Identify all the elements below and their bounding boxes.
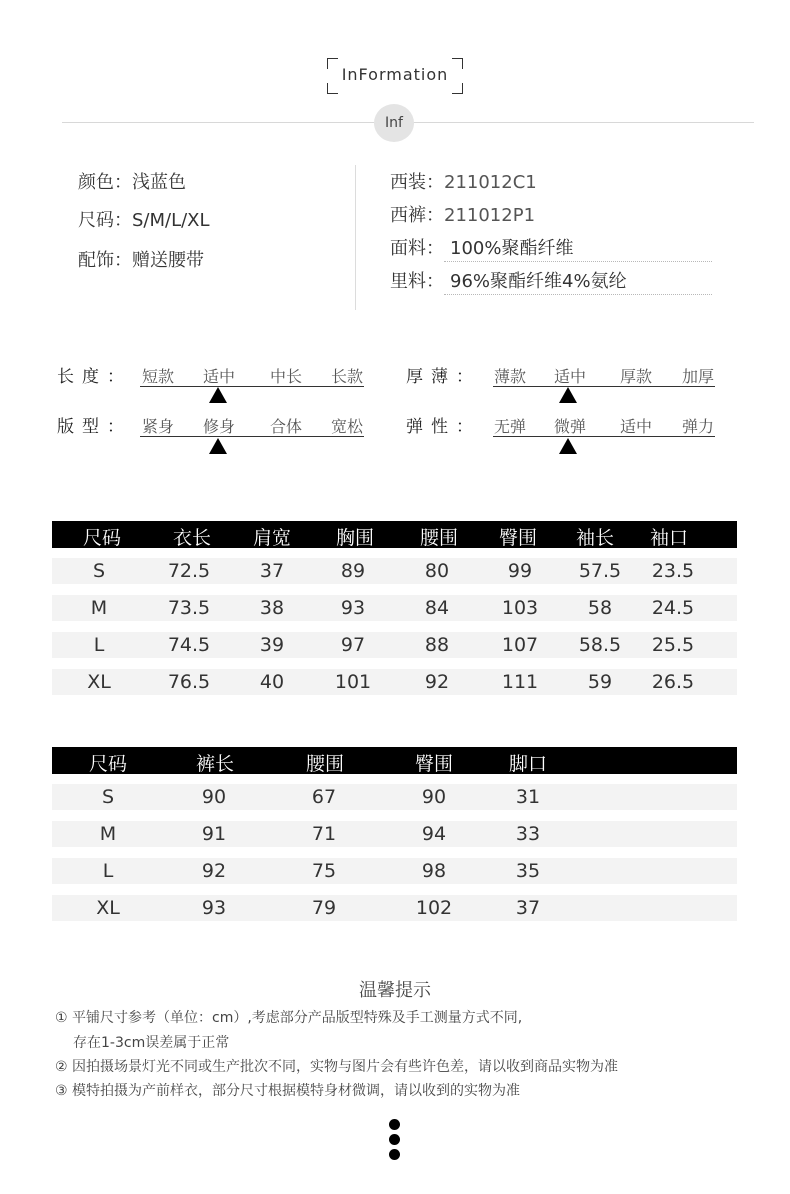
table-row [52,669,737,695]
scale-length-label: 长度： [57,367,132,387]
cell: 25.5 [651,634,695,656]
table-row [52,895,737,921]
scale-length-marker [209,387,227,403]
cell: S [101,786,115,808]
table-row [52,821,737,847]
cell: 103 [501,597,539,619]
scale-fit-option: 宽松 [330,417,363,436]
cell: 101 [334,671,372,693]
scale-fit-marker [209,438,227,454]
header-cell: 袖长 [575,527,614,549]
info-suit [390,168,537,194]
header-cell: 尺码 [82,527,121,549]
cell: 80 [424,560,450,582]
info-trousers-label: 西裤： [390,205,444,226]
header-cell: 衣长 [172,527,211,549]
scale-thickness-marker [559,387,577,403]
header-cell: 脚口 [508,753,547,775]
scale-elasticity-marker [559,438,577,454]
cell: XL [87,671,111,693]
cell: 58 [587,597,613,619]
scale-thickness-option: 加厚 [681,367,714,386]
cell: 98 [421,860,447,882]
cell: 33 [515,823,541,845]
decorative-dot [389,1134,400,1145]
scale-fit-line [140,436,364,437]
tip-line: ① 平铺尺寸参考（单位：cm）,考虑部分产品版型特殊及手工测量方式不同, [55,1010,523,1026]
pants-size-table [52,747,737,921]
scale-length-option: 短款 [141,367,174,386]
cell: S [92,560,106,582]
cell: 93 [201,897,227,919]
tip-line: ② 因拍摄场景灯光不同或生产批次不同，实物与图片会有些许色差，请以收到商品实物为准 [55,1059,618,1075]
corner-bottom-right [452,83,463,94]
cell: 38 [259,597,285,619]
info-size [78,206,210,232]
cell: 67 [311,786,337,808]
scale-thickness-option: 厚款 [619,367,652,386]
cell: 26.5 [651,671,695,693]
info-lining-label: 里料： [390,271,444,292]
table-header [52,521,737,548]
page-title: InFormation [341,65,449,84]
information-title-frame [327,58,463,94]
info-trousers-value: 211012P1 [444,205,536,226]
scale-thickness-label: 厚薄： [406,367,481,387]
cell: 90 [421,786,447,808]
info-fabric-value: 100%聚酯纤维 [444,234,712,262]
cell: M [99,823,117,845]
table-row [52,632,737,658]
info-fabric [390,234,712,262]
cell: 76.5 [167,671,211,693]
header-cell: 袖口 [649,527,688,549]
header-cell: 臀围 [498,527,537,549]
header-cell: 腰围 [305,753,344,775]
cell: 35 [515,860,541,882]
cell: 31 [515,786,541,808]
info-color-label: 颜色： [78,172,132,193]
info-accessory-value: 赠送腰带 [132,250,204,271]
table-row [52,595,737,621]
table-header [52,747,737,774]
scale-fit-option: 修身 [202,417,235,436]
cell: 58.5 [578,634,622,656]
cell: 73.5 [167,597,211,619]
cell: 89 [340,560,366,582]
cell: 74.5 [167,634,211,656]
cell: L [102,860,114,882]
info-suit-value: 211012C1 [444,172,537,193]
cell: 40 [259,671,285,693]
scale-length-option: 长款 [330,367,363,386]
table-row [52,784,737,810]
cell: M [90,597,108,619]
cell: 71 [311,823,337,845]
info-lining [390,267,712,295]
scale-fit-option: 紧身 [141,417,174,436]
header-cell: 肩宽 [252,527,291,549]
cell: 23.5 [651,560,695,582]
scale-elasticity-label: 弹性： [406,417,481,437]
scale-elasticity-line [493,436,715,437]
scale-length-option: 适中 [202,367,235,386]
cell: 107 [501,634,539,656]
info-size-label: 尺码： [78,210,132,231]
info-lining-value: 96%聚酯纤维4%氨纶 [444,267,712,295]
jacket-size-table [52,521,737,695]
info-fabric-label: 面料： [390,238,444,259]
scale-fit-option: 合体 [269,417,302,436]
info-color-value: 浅蓝色 [132,172,186,193]
tip-line: ③ 模特拍摄为产前样衣，部分尺寸根据模特身材微调，请以收到的实物为准 [55,1083,520,1099]
scale-thickness-line [493,386,715,387]
table-row [52,558,737,584]
cell: 99 [507,560,533,582]
cell: 84 [424,597,450,619]
cell: 93 [340,597,366,619]
tips-title: 温馨提示 [359,980,431,1001]
scale-elasticity-option: 适中 [619,417,652,436]
info-trousers [390,201,535,227]
cell: 91 [201,823,227,845]
cell: 79 [311,897,337,919]
decorative-dot [389,1149,400,1160]
cell: 59 [587,671,613,693]
header-cell: 胸围 [335,527,374,549]
decorative-dot [389,1119,400,1130]
info-suit-label: 西装： [390,172,444,193]
header-cell: 腰围 [419,527,458,549]
scale-length-line [140,386,364,387]
cell: 92 [424,671,450,693]
info-color [78,168,186,194]
cell: 39 [259,634,285,656]
scale-fit-label: 版型： [57,417,132,437]
cell: 57.5 [578,560,622,582]
info-accessory [78,246,204,272]
cell: L [93,634,105,656]
cell: 94 [421,823,447,845]
info-size-value: S/M/L/XL [132,210,210,231]
cell: 75 [311,860,337,882]
header-cell: 裤长 [195,753,234,775]
corner-bottom-left [327,83,338,94]
cell: 90 [201,786,227,808]
info-accessory-label: 配饰： [78,250,132,271]
scale-elasticity-option: 无弹 [493,417,526,436]
table-row [52,858,737,884]
scale-length-option: 中长 [269,367,302,386]
scale-thickness-option: 适中 [553,367,586,386]
inf-badge: Inf [374,104,414,142]
cell: 92 [201,860,227,882]
header-cell: 臀围 [414,753,453,775]
tip-line: 存在1-3cm误差属于正常 [73,1035,230,1051]
cell: 37 [259,560,285,582]
cell: 72.5 [167,560,211,582]
cell: 88 [424,634,450,656]
scale-elasticity-option: 弹力 [681,417,714,436]
cell: 97 [340,634,366,656]
cell: 37 [515,897,541,919]
cell: XL [96,897,120,919]
cell: 24.5 [651,597,695,619]
scale-elasticity-option: 微弹 [553,417,586,436]
scale-thickness-option: 薄款 [493,367,526,386]
cell: 111 [501,671,539,693]
header-cell: 尺码 [88,753,127,775]
info-divider [355,165,356,310]
cell: 102 [415,897,453,919]
